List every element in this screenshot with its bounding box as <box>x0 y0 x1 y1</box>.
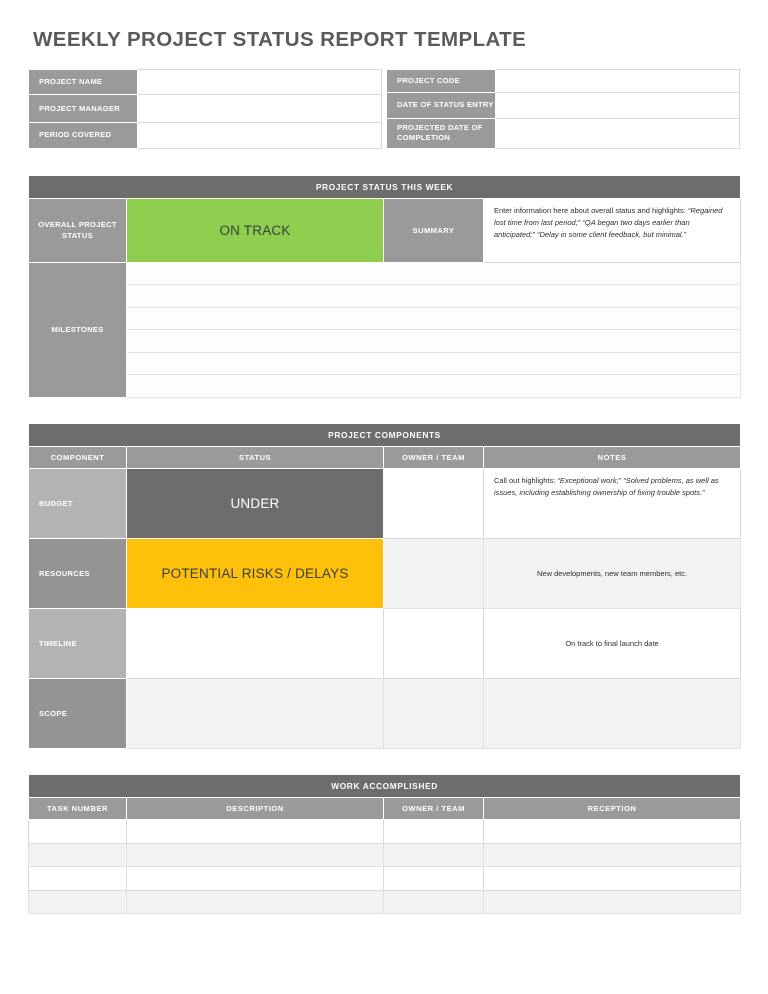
field-milestone-3[interactable] <box>127 307 741 330</box>
field-description-1[interactable] <box>127 820 384 844</box>
summary-quote-text: “Regained lost time from last period;” “QA began two days earlier than anticipated;” “Delay in some client feedback, but minimal.” <box>494 205 723 239</box>
field-description-4[interactable] <box>127 890 384 914</box>
table-row <box>29 70 382 95</box>
column-header-component: COMPONENT <box>29 447 127 469</box>
field-period-covered[interactable] <box>138 123 382 148</box>
project-info-block <box>28 69 740 149</box>
field-work-owner-2[interactable] <box>384 843 484 867</box>
table-row <box>29 609 741 679</box>
label-component-timeline: TIMELINE <box>29 609 127 679</box>
field-description-2[interactable] <box>127 843 384 867</box>
label-component-resources: RESOURCES <box>29 539 127 609</box>
table-row <box>387 70 740 93</box>
field-task-number-4[interactable] <box>29 890 127 914</box>
column-header-notes: NOTES <box>484 447 741 469</box>
table-row <box>29 352 741 375</box>
project-info-left-table <box>28 69 382 149</box>
field-work-owner-4[interactable] <box>384 890 484 914</box>
project-status-table <box>28 175 741 399</box>
table-row <box>29 424 741 447</box>
field-work-owner-1[interactable] <box>384 820 484 844</box>
field-task-number-1[interactable] <box>29 820 127 844</box>
label-projected-date-of-completion: PROJECTED DATE OF COMPLETION <box>387 119 496 149</box>
field-task-number-2[interactable] <box>29 843 127 867</box>
field-description-3[interactable] <box>127 867 384 891</box>
section-header-project-components: PROJECT COMPONENTS <box>29 424 741 447</box>
summary-lead-text: Enter information here about overall status and highlights: <box>494 205 688 215</box>
table-row <box>387 93 740 119</box>
field-date-of-status-entry[interactable] <box>496 93 740 119</box>
field-milestone-4[interactable] <box>127 330 741 353</box>
label-project-code: PROJECT CODE <box>387 70 496 93</box>
field-project-name[interactable] <box>138 70 382 95</box>
table-row <box>387 119 740 149</box>
label-date-of-status-entry: DATE OF STATUS ENTRY <box>387 93 496 119</box>
field-owner-budget[interactable] <box>384 469 484 539</box>
field-owner-scope[interactable] <box>384 679 484 749</box>
work-accomplished-table <box>28 774 741 914</box>
field-notes-timeline[interactable]: On track to final launch date <box>484 609 741 679</box>
column-header-description: DESCRIPTION <box>127 798 384 820</box>
value-status-scope[interactable] <box>127 679 384 749</box>
value-status-resources[interactable]: POTENTIAL RISKS / DELAYS <box>127 539 384 609</box>
page-title: WEEKLY PROJECT STATUS REPORT TEMPLATE <box>33 28 527 51</box>
field-milestone-2[interactable] <box>127 285 741 308</box>
field-project-manager[interactable] <box>138 95 382 123</box>
notes-quote-budget: “Exceptional work;” “Solved problems, as well as issues, including establishing ownership of fixing trouble spots.” <box>494 476 719 498</box>
label-period-covered: PERIOD COVERED <box>29 123 138 148</box>
column-header-task-number: TASK NUMBER <box>29 798 127 820</box>
table-row <box>29 375 741 398</box>
table-row <box>29 890 741 914</box>
field-notes-budget[interactable] <box>484 469 741 539</box>
field-notes-resources[interactable]: New developments, new team members, etc. <box>484 539 741 609</box>
project-info-right-table <box>386 69 740 149</box>
field-reception-1[interactable] <box>484 820 741 844</box>
field-task-number-3[interactable] <box>29 867 127 891</box>
table-row <box>29 798 741 820</box>
column-header-work-owner-team: OWNER / TEAM <box>384 798 484 820</box>
table-row <box>29 285 741 308</box>
field-reception-2[interactable] <box>484 843 741 867</box>
label-summary: SUMMARY <box>384 198 484 262</box>
table-row <box>29 95 382 123</box>
section-header-work-accomplished: WORK ACCOMPLISHED <box>29 775 741 798</box>
table-row <box>29 820 741 844</box>
value-overall-project-status[interactable]: ON TRACK <box>127 198 384 262</box>
field-project-code[interactable] <box>496 70 740 93</box>
value-status-budget[interactable]: UNDER <box>127 469 384 539</box>
field-projected-date-of-completion[interactable] <box>496 119 740 149</box>
table-row <box>29 539 741 609</box>
column-header-owner-team: OWNER / TEAM <box>384 447 484 469</box>
project-components-table <box>28 423 741 749</box>
column-header-reception: RECEPTION <box>484 798 741 820</box>
table-row <box>29 198 741 262</box>
field-reception-4[interactable] <box>484 890 741 914</box>
label-component-budget: BUDGET <box>29 469 127 539</box>
section-header-project-status: PROJECT STATUS THIS WEEK <box>29 175 741 198</box>
table-row <box>29 175 741 198</box>
column-header-status: STATUS <box>127 447 384 469</box>
field-owner-resources[interactable] <box>384 539 484 609</box>
field-owner-timeline[interactable] <box>384 609 484 679</box>
notes-lead-budget: Call out highlights: <box>494 476 558 486</box>
table-row <box>29 867 741 891</box>
table-row <box>29 330 741 353</box>
field-milestone-1[interactable] <box>127 262 741 285</box>
field-summary-text[interactable] <box>484 198 741 262</box>
table-row <box>29 307 741 330</box>
label-project-manager: PROJECT MANAGER <box>29 95 138 123</box>
table-row <box>29 469 741 539</box>
table-row <box>29 775 741 798</box>
table-row <box>29 262 741 285</box>
field-work-owner-3[interactable] <box>384 867 484 891</box>
table-row <box>29 679 741 749</box>
table-row <box>29 843 741 867</box>
field-milestone-5[interactable] <box>127 352 741 375</box>
label-overall-project-status: OVERALL PROJECT STATUS <box>29 198 127 262</box>
label-component-scope: SCOPE <box>29 679 127 749</box>
label-milestones: MILESTONES <box>29 262 127 398</box>
table-row <box>29 447 741 469</box>
field-milestone-6[interactable] <box>127 375 741 398</box>
field-notes-scope[interactable] <box>484 679 741 749</box>
table-row <box>29 123 382 148</box>
field-reception-3[interactable] <box>484 867 741 891</box>
label-project-name: PROJECT NAME <box>29 70 138 95</box>
value-status-timeline[interactable] <box>127 609 384 679</box>
